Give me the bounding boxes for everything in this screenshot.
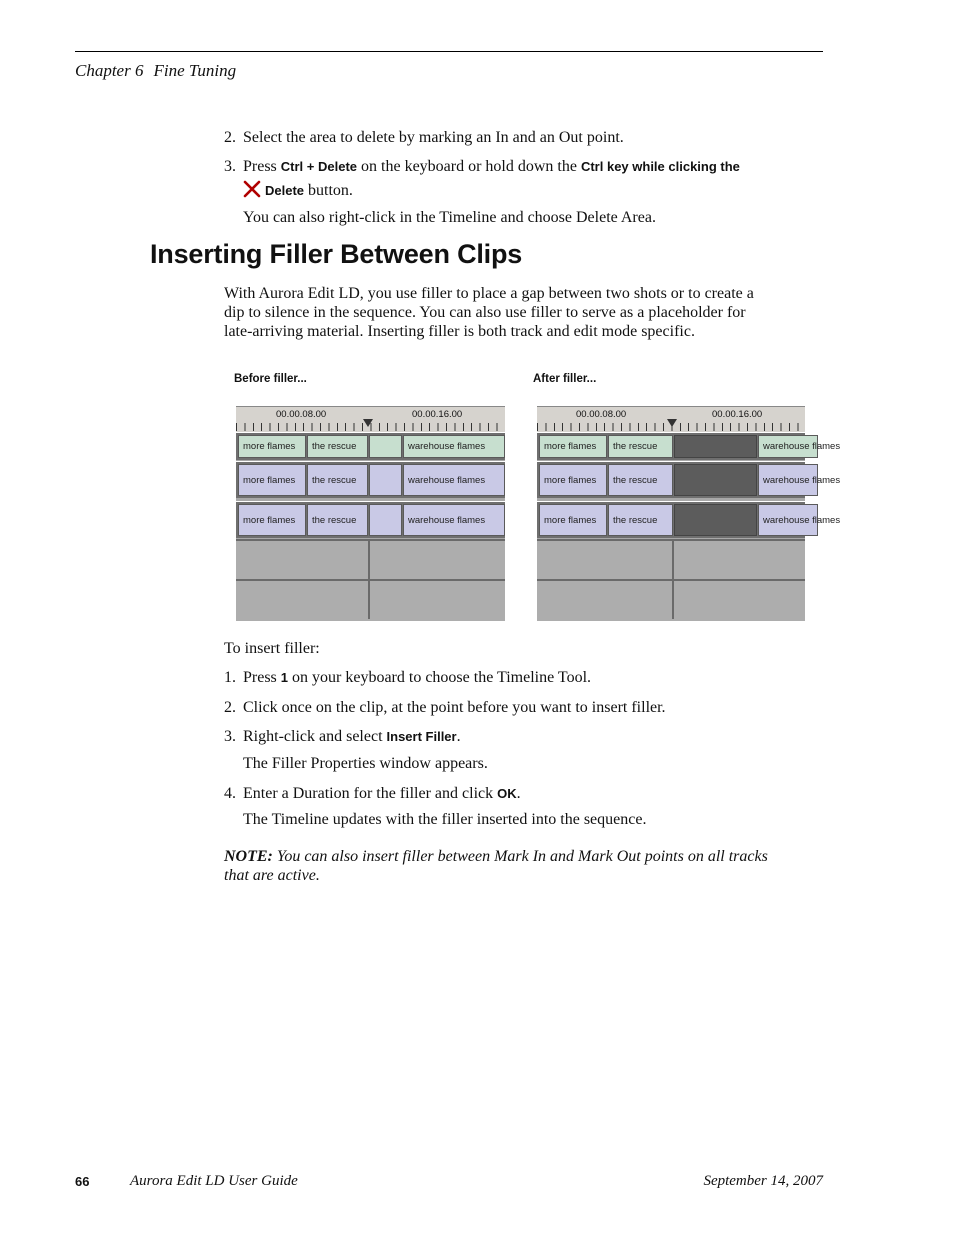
note-label: NOTE:	[224, 848, 273, 865]
clip-segment[interactable]	[369, 504, 402, 536]
step-3: 3. Right-click and select Insert Filler.	[224, 728, 461, 745]
playhead-marker-icon	[363, 419, 373, 427]
video-track	[236, 432, 505, 460]
filler-block[interactable]	[674, 504, 757, 536]
empty-track	[236, 579, 505, 621]
clip-warehouse-flames[interactable]: warehouse flames	[403, 435, 505, 458]
delete-button-label: Delete	[265, 183, 305, 198]
empty-track	[537, 539, 805, 579]
audio-track-2	[537, 501, 841, 538]
section-heading: Inserting Filler Between Clips	[150, 239, 523, 269]
timeline-after	[537, 406, 841, 621]
empty-track	[537, 579, 805, 621]
clip-the-rescue[interactable]: the rescue	[307, 504, 368, 536]
note-block: NOTE: You can also insert filler between Mark In and Mark Out points on all tracks that are active.	[224, 848, 768, 884]
clip-the-rescue[interactable]: the rescue	[608, 435, 673, 458]
audio-track-1	[537, 461, 841, 498]
clip-warehouse-flames[interactable]: warehouse flames	[403, 504, 505, 536]
playhead-marker-icon	[667, 419, 677, 427]
clip-warehouse-flames[interactable]: warehouse flames	[758, 464, 818, 496]
step-1: 1. Press 1 on your keyboard to choose the Timeline Tool.	[224, 669, 592, 686]
clip-more-flames[interactable]: more flames	[539, 435, 607, 458]
step-4-result: The Timeline updates with the filler inserted into the sequence.	[243, 811, 647, 828]
audio-track-1	[236, 461, 505, 498]
note-top: You can also right-click in the Timeline and choose Delete Area.	[243, 209, 656, 226]
clip-the-rescue[interactable]: the rescue	[307, 464, 368, 496]
clip-warehouse-flames[interactable]: warehouse flames	[758, 435, 818, 458]
intro-paragraph: With Aurora Edit LD, you use filler to place a gap between two shots or to create a dip to silence in the sequence. You can also use filler to serve as a placeholder for late-arriving material. Inserting filler is both track and edit mode specific.	[224, 285, 754, 340]
clip-more-flames[interactable]: more flames	[539, 464, 607, 496]
step-top-3: 3. Press Ctrl + Delete on the keyboard or hold down the Ctrl key while clicking the	[224, 158, 740, 175]
key-ctrl: Ctrl key while clicking the	[580, 159, 740, 174]
clip-warehouse-flames[interactable]: warehouse flames	[758, 504, 818, 536]
step-2: 2. Click once on the clip, at the point before you want to insert filler.	[224, 699, 666, 716]
menu-insert-filler: Insert Filler	[386, 729, 457, 744]
section-label: Fine Tuning	[153, 61, 237, 80]
key-1: 1	[280, 670, 289, 685]
after-caption: After filler...	[533, 373, 597, 385]
header-rule	[75, 51, 823, 52]
before-caption: Before filler...	[234, 373, 307, 385]
delete-button-line: Delete button.	[243, 181, 353, 200]
video-track	[537, 432, 841, 460]
key-ctrl-delete: Ctrl + Delete	[280, 159, 358, 174]
delete-x-icon	[243, 181, 261, 197]
clip-warehouse-flames[interactable]: warehouse flames	[403, 464, 505, 496]
to-insert-label: To insert filler:	[224, 640, 320, 657]
clip-more-flames[interactable]: more flames	[238, 435, 306, 458]
filler-block[interactable]	[674, 464, 757, 496]
timeline-ruler: 00.00.08.00 00.00.16.00	[537, 406, 805, 434]
empty-track	[236, 539, 505, 579]
clip-the-rescue[interactable]: the rescue	[307, 435, 368, 458]
step-3-result: The Filler Properties window appears.	[243, 755, 488, 772]
footer-title: Aurora Edit LD User Guide	[130, 1173, 298, 1189]
running-header	[75, 61, 236, 81]
clip-segment[interactable]	[369, 435, 402, 458]
timeline-ruler: 00.00.08.00 00.00.16.00	[236, 406, 505, 434]
page-number: 66	[75, 1174, 90, 1189]
filler-block[interactable]	[674, 435, 757, 458]
step-top-2: 2. Select the area to delete by marking an In and an Out point.	[224, 129, 624, 146]
audio-track-2	[236, 501, 505, 538]
footer-date: September 14, 2007	[703, 1173, 823, 1189]
step-4: 4. Enter a Duration for the filler and click OK.	[224, 785, 521, 802]
chapter-label: Chapter 6	[75, 61, 144, 80]
clip-the-rescue[interactable]: the rescue	[608, 504, 673, 536]
clip-more-flames[interactable]: more flames	[238, 464, 306, 496]
timeline-before	[236, 406, 505, 621]
clip-more-flames[interactable]: more flames	[238, 504, 306, 536]
clip-segment[interactable]	[369, 464, 402, 496]
clip-more-flames[interactable]: more flames	[539, 504, 607, 536]
clip-the-rescue[interactable]: the rescue	[608, 464, 673, 496]
ok-label: OK	[497, 786, 517, 801]
